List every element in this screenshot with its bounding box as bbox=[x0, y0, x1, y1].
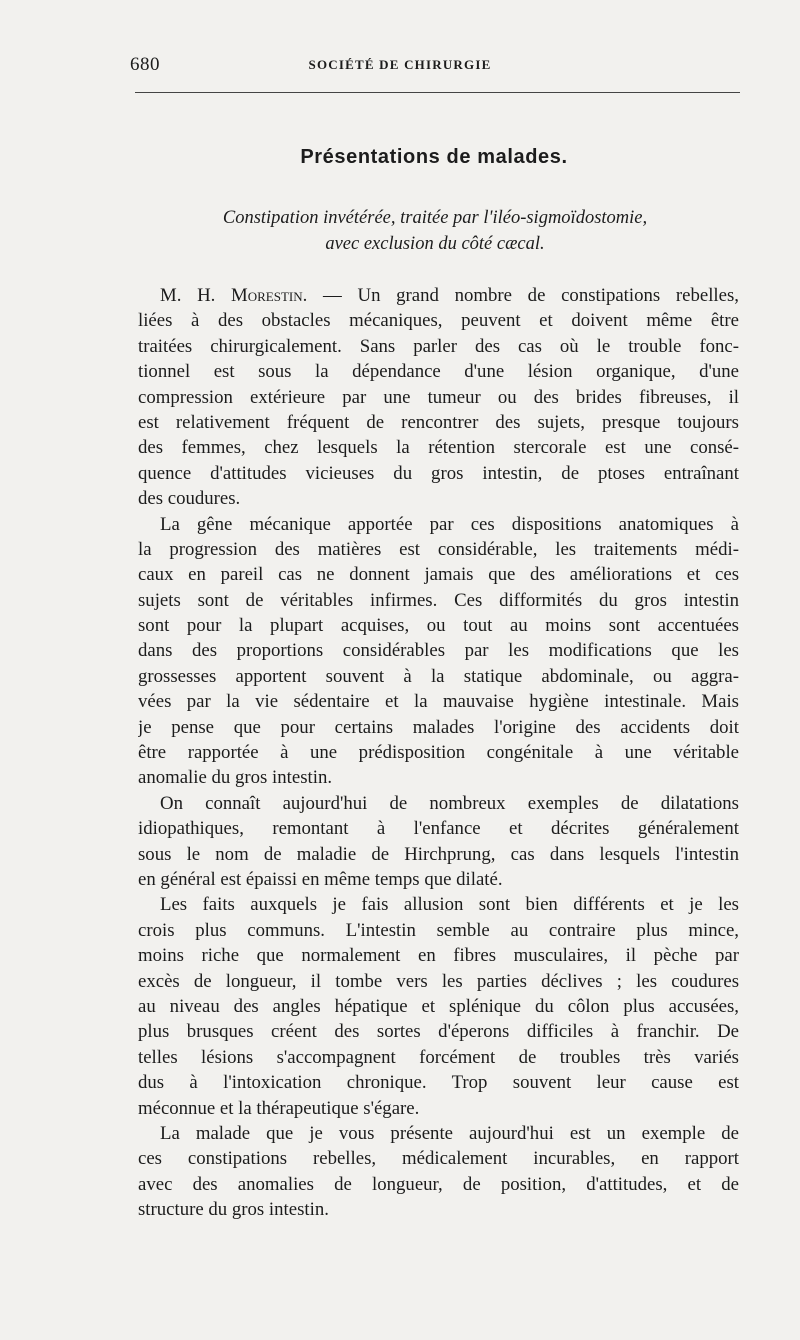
article-title-line-1: Constipation invétérée, traitée par l'iléo-sigmoïdostomie, bbox=[222, 208, 648, 228]
text-line: moins riche que normalement en fibres musculaires, il pèche par bbox=[138, 945, 739, 967]
text-line: Les faits auxquels je fais allusion sont bien différents et je les bbox=[160, 894, 739, 916]
text-line: dans des proportions considérables par les modifications que les bbox=[138, 640, 739, 662]
text-line: traitées chirurgicalement. Sans parler des cas où le trouble fonc- bbox=[138, 335, 739, 357]
author-name: Morestin bbox=[231, 285, 303, 306]
text-line: être rapportée à une prédisposition congénitale à une véritable bbox=[138, 742, 739, 764]
text-line: anomalie du gros intestin. bbox=[138, 767, 333, 789]
text-line: est relativement fréquent de rencontrer des sujets, presque toujours bbox=[138, 411, 739, 433]
text-line: caux en pareil cas ne donnent jamais que des améliorations et ces bbox=[138, 564, 739, 586]
text-line: vées par la vie sédentaire et la mauvaise hygiène intestinale. Mais bbox=[138, 691, 739, 713]
text-line: sous le nom de maladie de Hirchprung, cas dans lesquels l'intestin bbox=[138, 843, 739, 865]
text-line: en général est épaissi en même temps que dilaté. bbox=[138, 868, 503, 890]
first-line-rest: . — Un grand nombre de constipations rebelles, bbox=[302, 285, 739, 306]
text-line: compression extérieure par une tumeur ou des brides fibreuses, il bbox=[138, 386, 739, 408]
running-head bbox=[0, 54, 800, 78]
body-text bbox=[138, 283, 739, 1222]
text-line: crois plus communs. L'intestin semble au contraire plus mince, bbox=[138, 919, 739, 941]
journal-title: SOCIÉTÉ DE CHIRURGIE bbox=[308, 57, 492, 72]
section-title: Présentations de malades. bbox=[300, 146, 568, 168]
text-line: excès de longueur, il tombe vers les parties déclives ; les coudures bbox=[138, 970, 739, 992]
text-line: plus brusques créent des sortes d'éperons difficiles à franchir. De bbox=[138, 1021, 739, 1043]
text-line: La malade que je vous présente aujourd'hui est un exemple de bbox=[160, 1122, 739, 1144]
text-line: au niveau des angles hépatique et splénique du côlon plus accusées, bbox=[138, 995, 739, 1017]
text-line: je pense que pour certains malades l'origine des accidents doit bbox=[138, 716, 739, 738]
text-line: liées à des obstacles mécaniques, peuvent et doivent même être bbox=[138, 310, 739, 332]
text-line: grossesses apportent souvent à la statique abdominale, ou aggra- bbox=[138, 665, 739, 687]
header-rule bbox=[135, 92, 740, 93]
text-line: sont pour la plupart acquises, ou tout au moins sont accentuées bbox=[138, 615, 739, 637]
text-line: méconnue et la thérapeutique s'égare. bbox=[138, 1097, 420, 1119]
text-line: structure du gros intestin. bbox=[138, 1199, 329, 1221]
text-line bbox=[138, 283, 739, 308]
text-line: tionnel est sous la dépendance d'une lésion organique, d'une bbox=[138, 361, 739, 383]
text-line: ces constipations rebelles, médicalement incurables, en rapport bbox=[138, 1148, 739, 1170]
author-prefix: M. H. bbox=[160, 285, 232, 306]
text-line: On connaît aujourd'hui de nombreux exemples de dilatations bbox=[160, 792, 739, 814]
text-line: des coudures. bbox=[138, 488, 241, 510]
text-line: dus à l'intoxication chronique. Trop souvent leur cause est bbox=[138, 1072, 739, 1094]
text-line: idiopathiques, remontant à l'enfance et décrites généralement bbox=[138, 818, 739, 840]
article-title-line-2: avec exclusion du côté cæcal. bbox=[325, 234, 545, 254]
text-line: telles lésions s'accompagnent forcément de troubles très variés bbox=[138, 1046, 739, 1068]
text-line: avec des anomalies de longueur, de position, d'attitudes, et de bbox=[138, 1173, 739, 1195]
text-line: sujets sont de véritables infirmes. Ces difformités du gros intestin bbox=[138, 589, 739, 611]
text-line: des femmes, chez lesquels la rétention stercorale est une consé- bbox=[138, 437, 739, 459]
text-line: la progression des matières est considérable, les traitements médi- bbox=[138, 538, 739, 560]
text-line: quence d'attitudes vicieuses du gros intestin, de ptoses entraînant bbox=[138, 462, 739, 484]
page-number: 680 bbox=[130, 54, 160, 75]
text-line: La gêne mécanique apportée par ces dispositions anatomiques à bbox=[160, 513, 739, 535]
